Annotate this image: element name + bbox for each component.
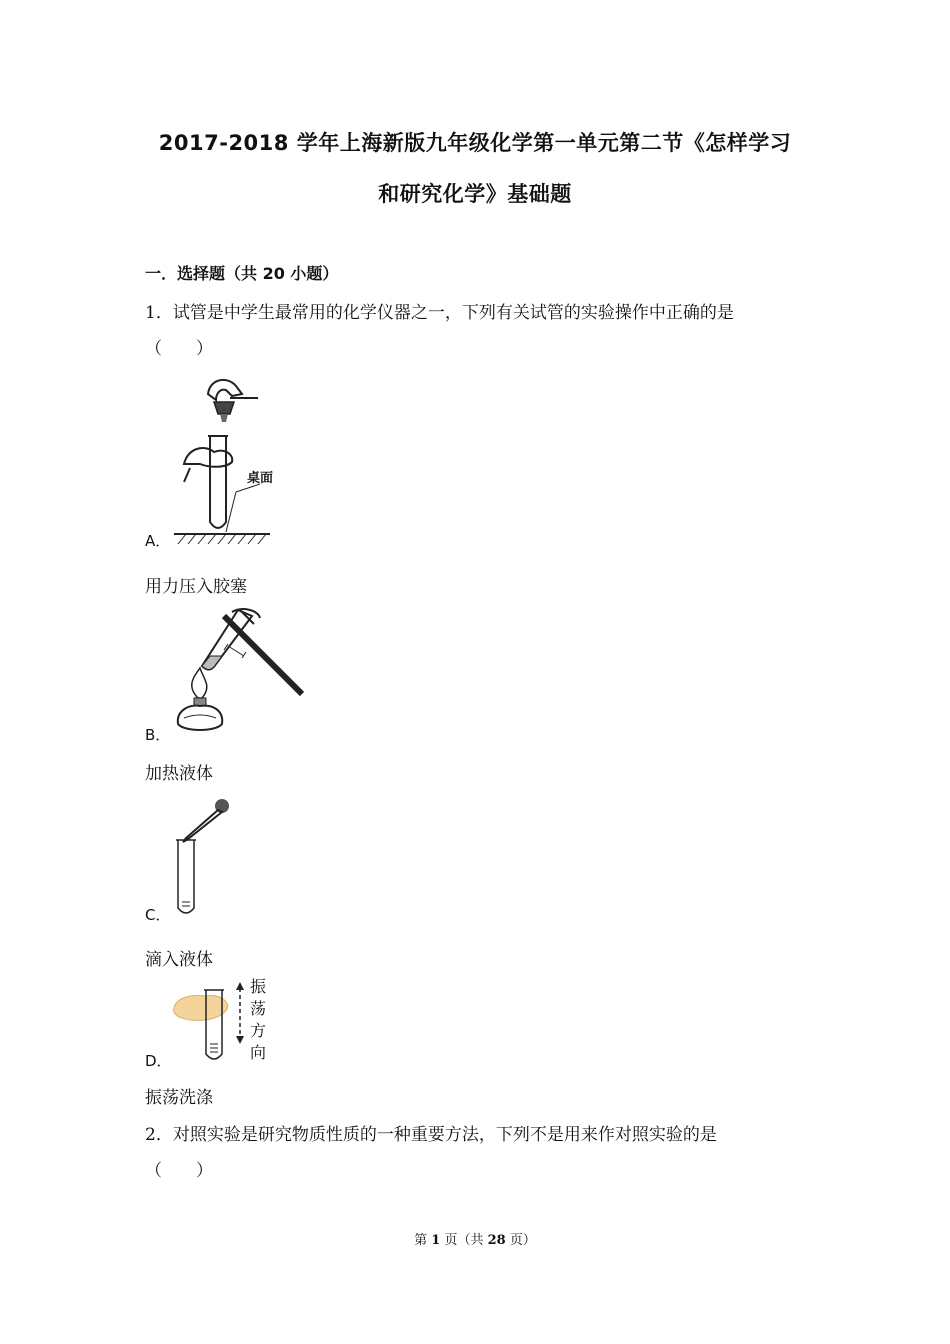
total-pages: 28 [487, 1233, 506, 1248]
option-d-caption: 振荡洗涤 [145, 1088, 213, 1108]
option-c-letter: C． [145, 906, 171, 924]
option-b-caption: 加热液体 [145, 764, 213, 784]
dropper-test-tube-figure [170, 798, 240, 920]
option-a-letter: A． [145, 532, 171, 550]
document-title-line-2: 和研究化学》基础题 [378, 182, 572, 206]
option-d-letter: D． [145, 1052, 172, 1070]
question-1-stem: 1．试管是中学生最常用的化学仪器之一，下列有关试管的实验操作中正确的是 [145, 303, 734, 323]
option-a-caption: 用力压入胶塞 [145, 577, 247, 597]
option-a-figure-label: 桌面 [247, 471, 274, 486]
option-b-letter: B． [145, 726, 171, 744]
section-heading: 一．选择题（共 20 小题） [145, 264, 339, 283]
direction-char: 荡 [250, 999, 267, 1018]
page-number: 1 [431, 1233, 441, 1248]
test-tube-stopper-figure [170, 372, 280, 547]
document-title-line-1: 2017-2018 学年上海新版九年级化学第一单元第二节《怎样学习 [158, 131, 792, 155]
test-tube-heating-figure [172, 606, 307, 741]
footer-text: 页） [505, 1233, 536, 1248]
footer-text: 页（共 [440, 1233, 488, 1248]
footer-text: 第 [414, 1233, 432, 1248]
page-footer [0, 1229, 950, 1248]
option-c-caption: 滴入液体 [145, 950, 213, 970]
question-1-bracket: （ ） [145, 339, 213, 359]
direction-char: 方 [250, 1021, 267, 1040]
question-2-bracket: （ ） [145, 1161, 213, 1181]
direction-char: 振 [250, 977, 267, 996]
option-d-direction-label [250, 976, 270, 1064]
direction-char: 向 [250, 1043, 267, 1062]
question-2-stem: 2．对照实验是研究物质性质的一种重要方法，下列不是用来作对照实验的是 [145, 1125, 717, 1145]
